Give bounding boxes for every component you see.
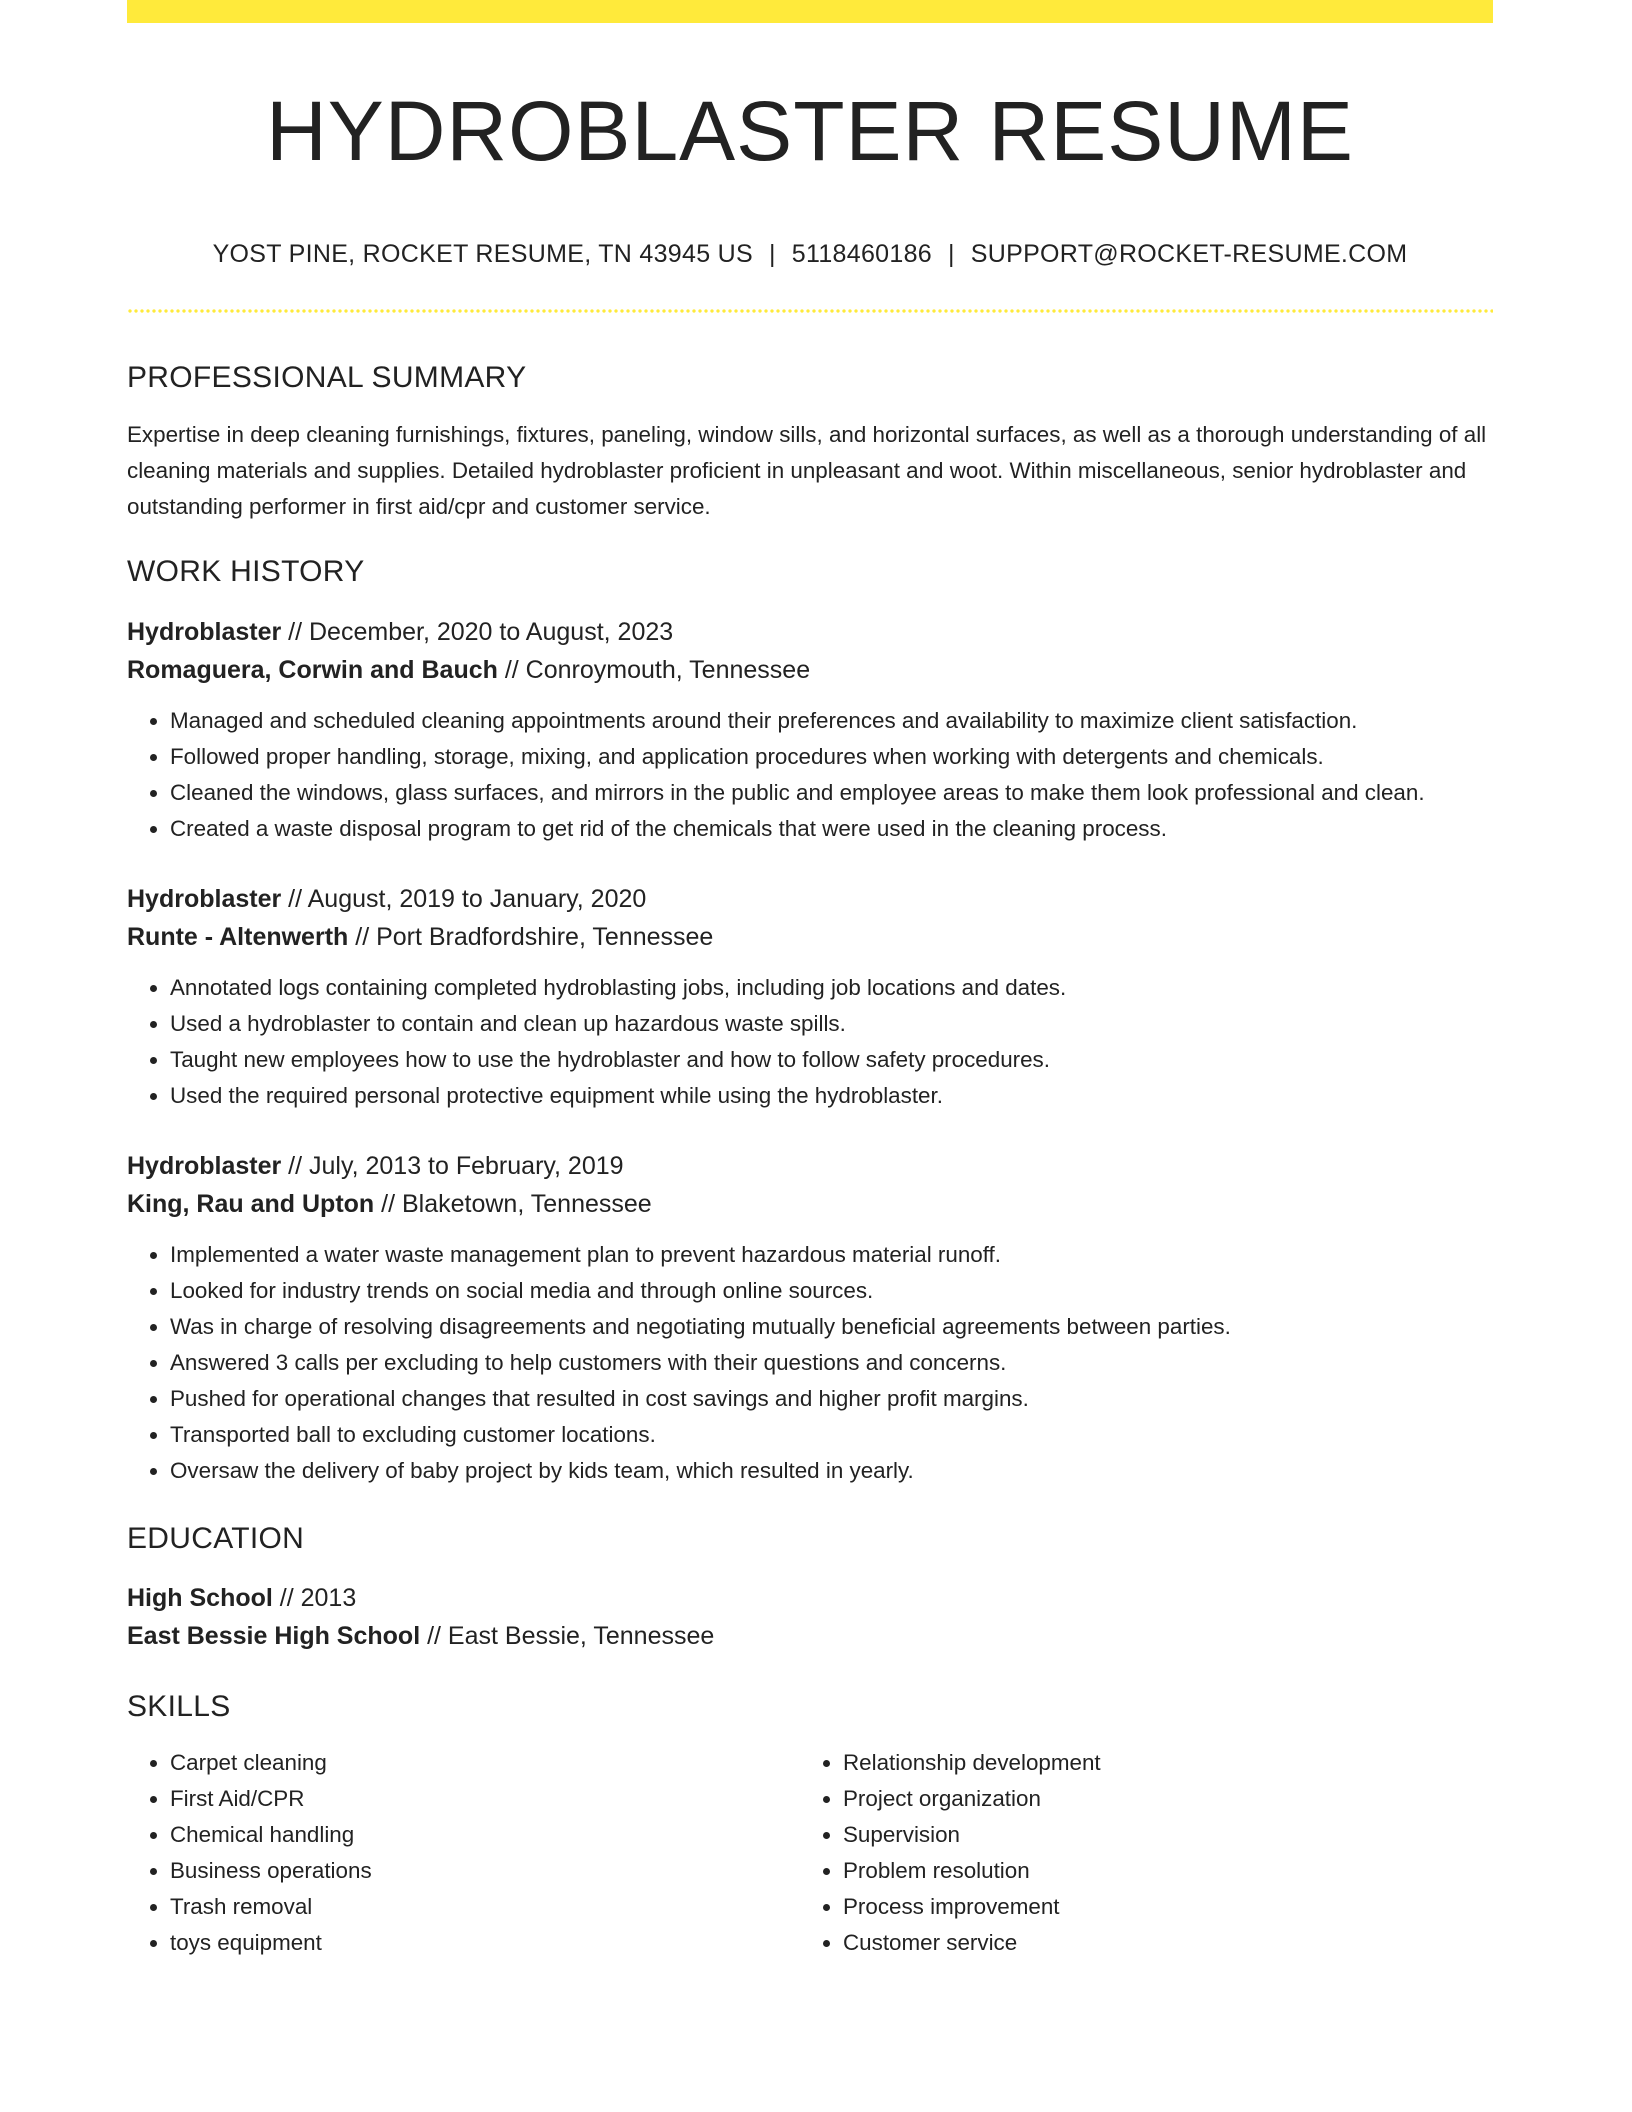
skills-columns: [127, 1745, 1493, 1961]
contact-separator: |: [947, 240, 955, 269]
skill-item: • Trash removal: [170, 1889, 800, 1925]
contact-line: [127, 237, 1493, 271]
education-degree-line: [127, 1579, 1493, 1617]
list-item: • Used the required personal protective equipment while using the hydroblaster.: [170, 1078, 1493, 1114]
list-item: • Oversaw the delivery of baby project by kids team, which resulted in yearly.: [170, 1453, 1493, 1489]
education-entry: [127, 1579, 1493, 1655]
job-bullets: [127, 1237, 1493, 1489]
dotted-divider: [127, 309, 1493, 313]
skill-item: • Process improvement: [843, 1889, 1473, 1925]
list-item: • Followed proper handling, storage, mixing, and application procedures when working with detergents and chemicals.: [170, 739, 1493, 775]
job-bullets: [127, 970, 1493, 1114]
job-company-line: [127, 918, 1493, 956]
job-entry: [127, 880, 1493, 1114]
education-school: East Bessie High School: [127, 1622, 421, 1651]
job-entry: [127, 613, 1493, 847]
skill-item: • First Aid/CPR: [170, 1781, 800, 1817]
contact-separator: |: [769, 240, 776, 269]
job-title-line: [127, 1147, 1493, 1185]
list-item: • Taught new employees how to use the hydroblaster and how to follow safety procedures.: [170, 1042, 1493, 1078]
list-item: • Was in charge of resolving disagreements and negotiating mutually beneficial agreements between parties.: [170, 1309, 1493, 1345]
job-bullets: [127, 703, 1493, 847]
job-company-line: [127, 651, 1493, 689]
skill-item: • Customer service: [843, 1925, 1473, 1961]
job-location: // Conroymouth, Tennessee: [497, 656, 811, 685]
work-history-heading: WORK HISTORY: [127, 555, 365, 589]
list-item: • Answered 3 calls per excluding to help customers with their questions and concerns.: [170, 1345, 1493, 1381]
skills-list-right: [800, 1745, 1473, 1961]
job-title: Hydroblaster: [127, 885, 282, 914]
job-company: Romaguera, Corwin and Bauch: [127, 656, 498, 685]
list-item: • Looked for industry trends on social media and through online sources.: [170, 1273, 1493, 1309]
job-dates: // July, 2013 to February, 2019: [281, 1152, 624, 1181]
job-dates: // August, 2019 to January, 2020: [281, 885, 647, 914]
job-location: // Port Bradfordshire, Tennessee: [348, 923, 714, 952]
job-title-line: [127, 613, 1493, 651]
education-school-line: [127, 1617, 1493, 1655]
job-company: Runte - Altenwerth: [127, 923, 349, 952]
skill-item: • Relationship development: [843, 1745, 1473, 1781]
job-entry: [127, 1147, 1493, 1489]
job-company: King, Rau and Upton: [127, 1190, 375, 1219]
skills-list-left: [127, 1745, 800, 1961]
skills-heading: SKILLS: [127, 1690, 231, 1724]
education-location: // East Bessie, Tennessee: [420, 1622, 715, 1651]
resume-title: HYDROBLASTER RESUME: [266, 84, 1354, 178]
list-item: • Managed and scheduled cleaning appointments around their preferences and availability to maximize client satisfaction.: [170, 703, 1493, 739]
job-title: Hydroblaster: [127, 1152, 282, 1181]
education-degree: High School: [127, 1584, 273, 1613]
resume-page: [127, 0, 1493, 1961]
skill-item: • Project organization: [843, 1781, 1473, 1817]
list-item: • Used a hydroblaster to contain and clean up hazardous waste spills.: [170, 1006, 1493, 1042]
job-dates: // December, 2020 to August, 2023: [281, 618, 674, 647]
job-location: // Blaketown, Tennessee: [374, 1190, 652, 1219]
contact-phone: 5118460186: [791, 240, 932, 269]
summary-text: Expertise in deep cleaning furnishings, fixtures, paneling, window sills, and horizontal surfaces, as well as a thorough understanding of all cleaning materials and supplies. Detailed hydroblaster proficient in unpleasant and woot. Within miscellaneous, senior hydroblaster and outstanding performer in first aid/cpr and customer service.: [127, 422, 1487, 520]
summary-heading: PROFESSIONAL SUMMARY: [127, 361, 527, 395]
skill-item: • Supervision: [843, 1817, 1473, 1853]
list-item: • Transported ball to excluding customer locations.: [170, 1417, 1493, 1453]
education-year: // 2013: [272, 1584, 357, 1613]
list-item: • Created a waste disposal program to get rid of the chemicals that were used in the cleaning process.: [170, 811, 1493, 847]
list-item: • Cleaned the windows, glass surfaces, and mirrors in the public and employee areas to make them look professional and clean.: [170, 775, 1493, 811]
list-item: • Annotated logs containing completed hydroblasting jobs, including job locations and dates.: [170, 970, 1493, 1006]
skill-item: • Chemical handling: [170, 1817, 800, 1853]
contact-address: YOST PINE, ROCKET RESUME, TN 43945 US: [212, 240, 753, 269]
education-heading: EDUCATION: [127, 1522, 305, 1556]
list-item: • Pushed for operational changes that resulted in cost savings and higher profit margins.: [170, 1381, 1493, 1417]
skill-item: • toys equipment: [170, 1925, 800, 1961]
top-accent-bar: [127, 0, 1493, 23]
skill-item: • Business operations: [170, 1853, 800, 1889]
skill-item: • Carpet cleaning: [170, 1745, 800, 1781]
job-company-line: [127, 1185, 1493, 1223]
skill-item: • Problem resolution: [843, 1853, 1473, 1889]
job-title: Hydroblaster: [127, 618, 282, 647]
contact-email: SUPPORT@ROCKET-RESUME.COM: [970, 240, 1408, 269]
job-title-line: [127, 880, 1493, 918]
list-item: • Implemented a water waste management plan to prevent hazardous material runoff.: [170, 1237, 1493, 1273]
